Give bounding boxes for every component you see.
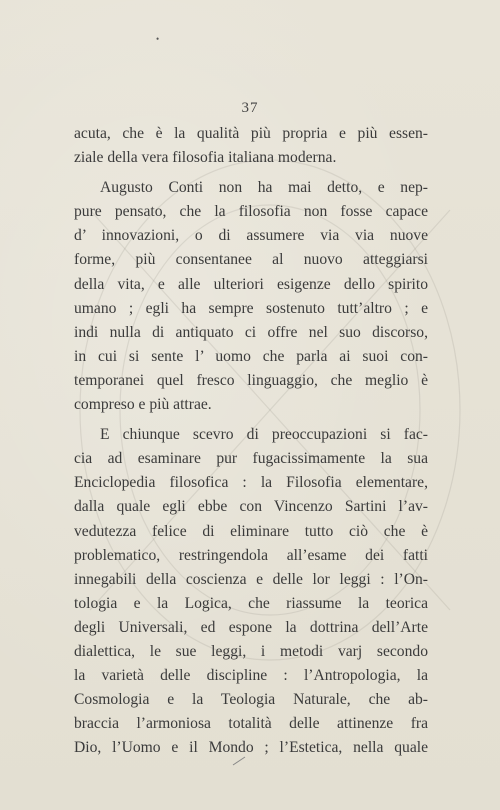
body-text bbox=[74, 122, 428, 760]
text-line: in cui si sente l’ uomo che parla ai suoi con- bbox=[74, 347, 428, 365]
text-line: cia ad esaminare pur fugacissimamente la sua bbox=[74, 450, 428, 468]
text-line: ziale della vera filosofia italiana moderna. bbox=[74, 149, 337, 167]
text-line: dialettica, le sue leggi, i metodi varj secondo bbox=[74, 642, 428, 660]
text-line: Enciclopedia filosofica : la Filosofia elementare, bbox=[74, 474, 428, 492]
text-line: problematico, restringendola all’esame dei fatti bbox=[74, 546, 428, 564]
text-line: pure pensato, che la filosofia non fosse capace bbox=[74, 203, 428, 221]
text-line: temporanei quel fresco linguaggio, che meglio è bbox=[74, 371, 428, 389]
text-line: Dio, l’Uomo e il Mondo ; l’Estetica, nella quale bbox=[74, 739, 428, 757]
text-line: braccia l’armoniosa totalità delle attinenze fra bbox=[74, 715, 428, 733]
page-number: 37 bbox=[241, 100, 259, 116]
text-line: la varietà delle discipline : l’Antropologia, la bbox=[74, 667, 428, 685]
text-line: innegabili della coscienza e delle lor leggi : l’On- bbox=[74, 570, 428, 588]
text-line: umano ; egli ha sempre sostenuto tutt’altro ; e bbox=[74, 299, 428, 317]
text-line: indi nulla di antiquato ci offre nel suo discorso, bbox=[74, 323, 428, 341]
text-line: tologia e la Logica, che riassume la teorica bbox=[74, 594, 428, 612]
text-line: Cosmologia e la Teologia Naturale, che ab- bbox=[74, 691, 428, 709]
text-line: acuta, che è la qualità più propria e più essen- bbox=[74, 125, 428, 142]
text-line: vedutezza felice di eliminare tutto ciò che è bbox=[74, 522, 428, 540]
text-line: d’ innovazioni, o di assumere via via nuove bbox=[74, 227, 428, 245]
text-line: Augusto Conti non ha mai detto, e nep- bbox=[100, 179, 428, 197]
text-line: degli Universali, ed espone la dottrina dell’Arte bbox=[74, 618, 428, 636]
text-line: compreso e più attrae. bbox=[74, 396, 212, 414]
text-line: E chiunque scevro di preoccupazioni si fac- bbox=[100, 426, 428, 444]
text-line: forme, più consentanee al nuovo atteggiarsi bbox=[74, 251, 428, 269]
text-line: dalla quale egli ebbe con Vincenzo Sartini l’av- bbox=[74, 498, 428, 516]
text-line: della vita, e alle ulteriori esigenze dello spirito bbox=[74, 275, 428, 293]
pencil-mark bbox=[232, 756, 246, 766]
ink-speck: • bbox=[156, 34, 160, 44]
